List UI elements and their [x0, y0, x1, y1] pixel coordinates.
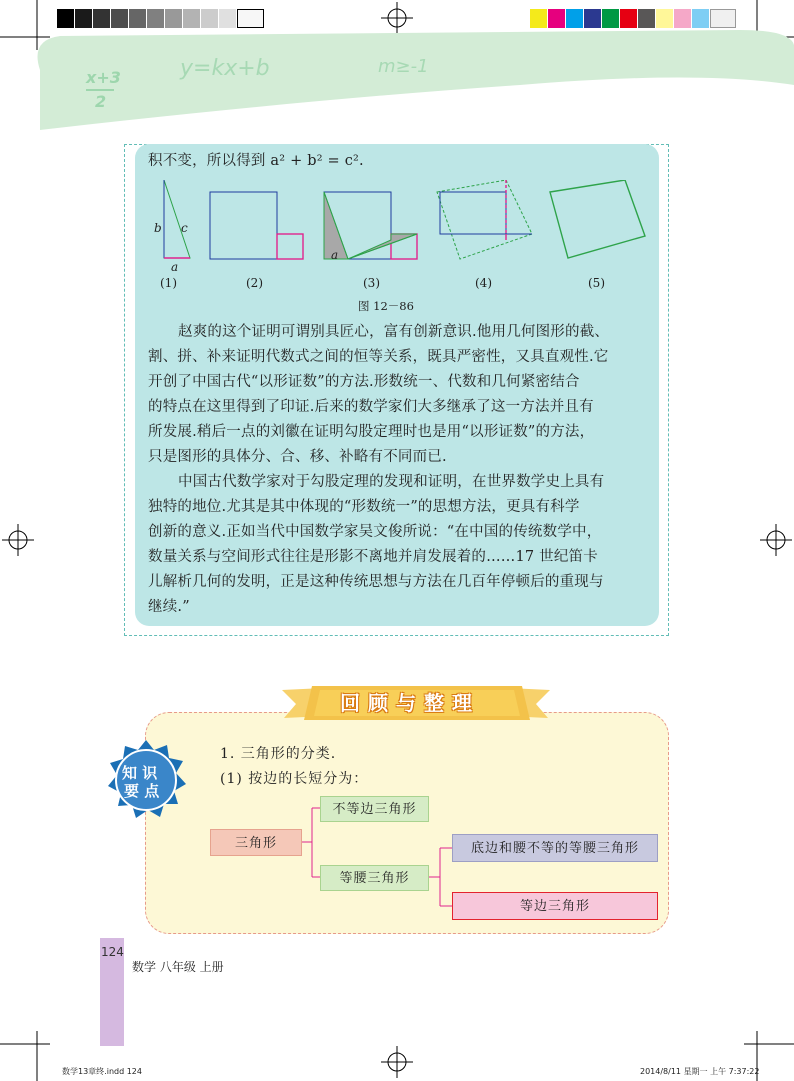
- subfig-label-3: (3): [363, 276, 380, 290]
- header-fraction-bar: [86, 89, 114, 91]
- p2-line-1: 中国古代数学家对于勾股定理的发现和证明，在世界数学史上具有: [178, 474, 605, 490]
- header-formula-numerator: x+3: [86, 68, 121, 87]
- reading-paragraph-1-cont: [148, 345, 648, 470]
- fig1-triangle: [164, 180, 190, 258]
- reading-paragraph-2: [148, 470, 648, 495]
- p1-line-3: 开创了中国古代“以形证数”的方法.形数统一、代数和几何紧密结合: [148, 374, 580, 390]
- figure-12-86: [150, 180, 660, 270]
- page-number: 124: [101, 945, 124, 959]
- subfig-label-4: (4): [475, 276, 492, 290]
- p2-line-5: 儿解析几何的发明，正是这种传统思想与方法在几百年停顿后的重现与: [148, 574, 604, 590]
- p2-line-4: 数量关系与空间形式往往是形影不离地并肩发展着的……17 世纪笛卡: [148, 549, 598, 565]
- subfig-label-5: (5): [588, 276, 605, 290]
- figure-caption: 图 12－86: [358, 299, 414, 313]
- tree-node-scalene: 不等边三角形: [320, 796, 429, 822]
- badge-line-1: 知 识: [122, 764, 158, 782]
- fig2-big-square: [210, 192, 277, 259]
- slug-left: 数学13章终.indd 124: [62, 1067, 142, 1076]
- p1-line-2: 割、拼、补来证明代数式之间的恒等关系，既具严密性，又具直观性.它: [148, 349, 609, 365]
- fig1-label-b: b: [154, 221, 162, 235]
- fig2-small-square: [277, 234, 303, 259]
- knowledge-sub-heading: (1) 按边的长短分为：: [220, 771, 369, 787]
- header-formula-denominator: 2: [95, 92, 107, 111]
- p2-line-3: 创新的意义.正如当代中国数学家吴文俊所说：“在中国的传统数学中，: [148, 524, 602, 540]
- header-formula-linear: y=kx+b: [180, 56, 270, 81]
- p1-line-6: 只是图形的具体分、合、移、补略有不同而已.: [148, 449, 447, 465]
- subfig-label-1: (1): [160, 276, 177, 290]
- book-title: 数学 八年级 上册: [132, 960, 224, 974]
- reading-first-line: 积不变，所以得到 a² + b² = c².: [148, 153, 364, 169]
- header-formula-inequality: m≥-1: [378, 56, 429, 77]
- p2-line-2: 独特的地位.尤其是其中体现的“形数统一”的思想方法，更具有科学: [148, 499, 580, 515]
- p2-line-6: 继续.”: [148, 599, 190, 615]
- p1-line-1: 赵爽的这个证明可谓别具匠心，富有创新意识.他用几何图形的截、: [178, 324, 610, 340]
- subfig-label-2: (2): [246, 276, 263, 290]
- p1-line-4: 的特点在这里得到了印证.后来的数学家们大多继承了这一方法并且有: [148, 399, 594, 415]
- tree-node-triangle: 三角形: [210, 829, 302, 856]
- p1-line-5: 所发展.稍后一点的刘徽在证明勾股定理时也是用“以形证数”的方法，: [148, 424, 595, 440]
- tree-node-isosceles: 等腰三角形: [320, 865, 429, 891]
- fig5-square: [550, 180, 645, 258]
- tree-node-isosceles-unequal: 底边和腰不等的等腰三角形: [452, 834, 658, 862]
- reading-paragraph-1: [148, 320, 648, 345]
- review-title: 回顾与整理: [340, 691, 480, 715]
- fig3-label-a: a: [331, 248, 339, 262]
- fig1-label-c: c: [181, 221, 188, 235]
- knowledge-item-heading: [220, 743, 336, 763]
- slug-right: 2014/8/11 星期一 上午 7:37:22: [640, 1067, 760, 1076]
- reading-paragraph-2-cont: [148, 495, 648, 620]
- badge-line-2: 要 点: [124, 782, 160, 800]
- tree-node-equilateral: 等边三角形: [452, 892, 658, 920]
- knowledge-item-text: 1. 三角形的分类.: [220, 746, 337, 762]
- fig1-label-a: a: [171, 260, 179, 274]
